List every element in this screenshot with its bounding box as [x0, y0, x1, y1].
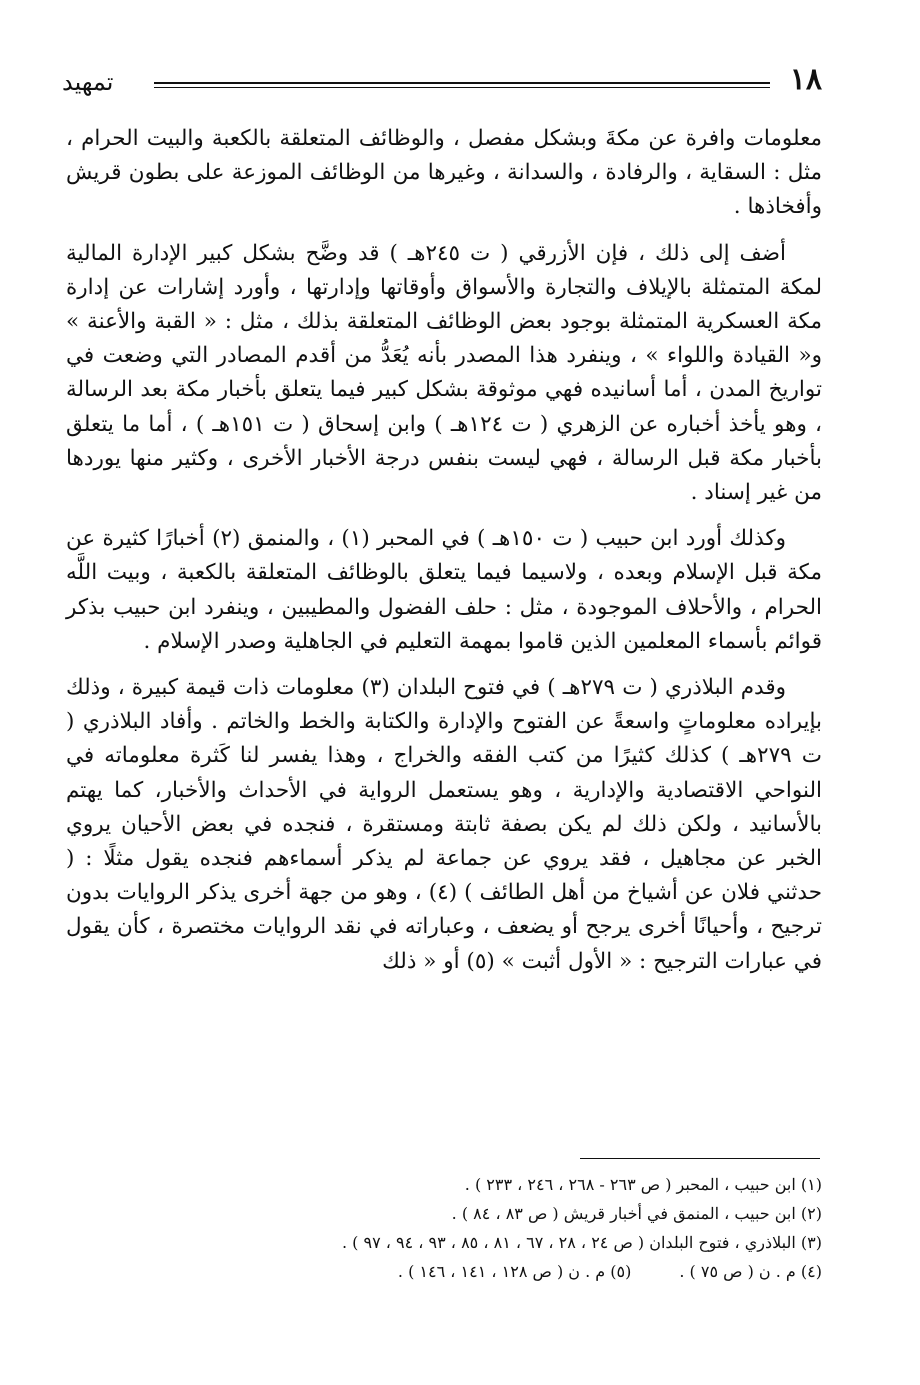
header-rule	[154, 82, 770, 84]
page-header	[62, 60, 822, 104]
paragraph-3: وكذلك أورد ابن حبيب ( ت ١٥٠هـ ) في المحبر (١) ، والمنمق (٢) أخبارًا كثيرة عن مكة قبل الإسلام وبعده ، ولاسيما فيما يتعلق بالوظائف المتعلقة بالكعبة ، وبيت اللَّه الحرام ، والأحلاف الموجودة ، مثل : حلف الفضول والمطيبين ، وينفرد ابن حبيب بذكر قوائم بأسماء المعلمين الذين قاموا بمهمة التعليم في الجاهلية وصدر الإسلام .	[66, 526, 822, 654]
footnote-3: (٣) البلاذري ، فتوح البلدان ( ص ٢٤ ، ٢٨ ، ٦٧ ، ٨١ ، ٨٥ ، ٩٣ ، ٩٤ ، ٩٧ ) .	[341, 1233, 822, 1252]
paragraph-4: وقدم البلاذري ( ت ٢٧٩هـ ) في فتوح البلدان (٣) معلومات ذات قيمة كبيرة ، وذلك بإيراده معلوماتٍ واسعةً عن الفتوح والإدارة والكتابة والخط والخاتم . وأفاد البلاذري ( ت ٢٧٩هـ ) كذلك كثيرًا من كتب الفقه والخراج ، وهذا يفسر لنا كَثرة معلوماته في النواحي الاقتصادية والإدارية ، وهو يستعمل الرواية في الأحداث والأخبار، كما يهتم بالأسانيد ، ولكن ذلك لم يكن بصفة ثابتة ومستقرة ، فنجده في بعض الأحيان يروي الخبر عن مجاهيل ، فقد يروي عن جماعة لم يذكر أسماءهم فنجده يقول مثلًا : ( حدثني فلان عن أشياخ من أهل الطائف ) (٤) ، وهو من جهة أخرى يذكر الروايات بدون ترجيح ، وأحيانًا أخرى يرجح أو يضعف ، وعباراته في نقد الروايات مختصرة ، كأن يقول في عبارات الترجيح : « الأول أثبت » (٥) أو « ذلك	[66, 675, 822, 974]
footnote-4: (٤) م . ن ( ص ٧٥ ) .	[679, 1262, 822, 1281]
footnotes	[66, 1170, 822, 1286]
footnote-row-4-5	[66, 1257, 822, 1286]
paragraph-1: معلومات وافرة عن مكةَ وبشكل مفصل ، والوظائف المتعلقة بالكعبة والبيت الحرام ، مثل : السقاية ، والرفادة ، والسدانة ، وغيرها من الوظائف الموزعة على بطون قريش وأفخاذها .	[66, 126, 822, 220]
footnote-1: (١) ابن حبيب ، المحبر ( ص ٢٦٣ - ٢٦٨ ، ٢٤٦ ، ٢٣٣ ) .	[464, 1175, 822, 1194]
page-number: ١٨	[789, 62, 822, 97]
footnote-2: (٢) ابن حبيب ، المنمق في أخبار قريش ( ص ٨٣ ، ٨٤ ) .	[451, 1204, 822, 1223]
body-text	[66, 122, 822, 991]
paragraph-2: أضف إلى ذلك ، فإن الأزرقي ( ت ٢٤٥هـ ) قد وضَّح بشكل كبير الإدارة المالية لمكة المتمثلة بالإيلاف والتجارة والأسواق وأوقاتها وإدارتها ، وأورد إشارات عن إدارة مكة العسكرية المتمثلة بوجود بعض الوظائف المتعلقة بذلك ، مثل : « القبة والأعنة » و« القيادة واللواء » ، وينفرد هذا المصدر بأنه يُعَدُّ من أقدم المصادر التي وضعت في تواريخ المدن ، أما أسانيده فهي موثوقة بشكل كبير فيما يتعلق بأخبار مكة بعد الرسالة ، وهو يأخذ أخباره عن الزهري ( ت ١٢٤هـ ) وابن إسحاق ( ت ١٥١هـ ) ، أما ما يتعلق بأخبار مكة قبل الرسالة ، فهي ليست بنفس درجة الأخبار الأخرى ، وكثير منها يوردها من غير إسناد .	[66, 240, 822, 506]
running-title: تمهيد	[62, 68, 114, 96]
footnote-rule	[580, 1158, 820, 1159]
footnote-5: (٥) م . ن ( ص ١٢٨ ، ١٤١ ، ١٤٦ ) .	[397, 1262, 632, 1281]
